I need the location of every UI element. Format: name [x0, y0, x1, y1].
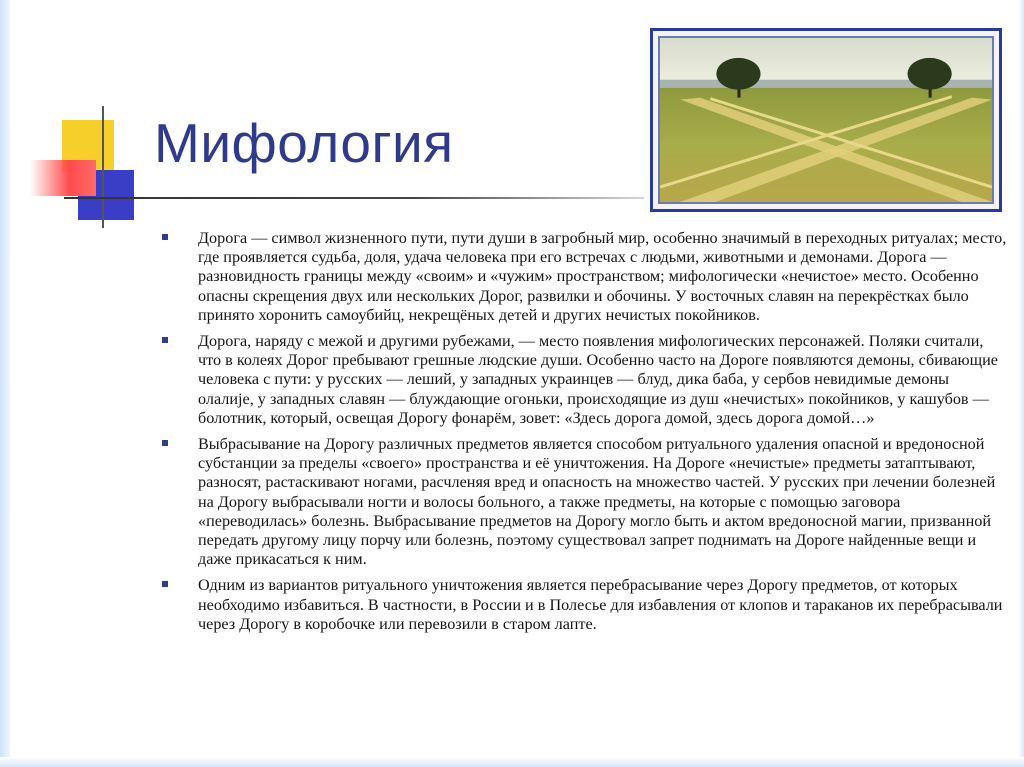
- list-item: [158, 229, 1008, 325]
- crossroads-image: [650, 28, 1002, 212]
- bullet-text: Одним из вариантов ритуального уничтожения является перебрасывание через Дорогу предметов, от которых необходимо избавиться. В частности, в России и в Полесье для избавления от клопов и тараканов их перебрасывали через Дорогу в коробочке или перевозили в старом лапте.: [198, 576, 1003, 633]
- bullet-icon: [162, 337, 168, 343]
- bullet-icon: [162, 440, 168, 446]
- bullet-text: Дорога — символ жизненного пути, пути души в загробный мир, особенно значимый в переходных ритуалах; место, где проявляется судьба, доля, удача человека при его встречах с людьми, животными и демонами. Дорога — разновидность границы между «своим» и «чужим» пространством; мифологически «нечистое» место. Особенно опасны скрещения двух или нескольких Дорог, развилки и обочины. У восточных славян на перекрёстках было принято хоронить самоубийц, некрещёных детей и других нечистых покойников.: [198, 229, 1007, 324]
- list-item: [158, 576, 1008, 634]
- crossroads-image-frame: [658, 36, 994, 204]
- crossroads-image-svg: [660, 38, 992, 202]
- title-underline: [64, 197, 644, 199]
- bottom-edge-strip: [0, 757, 1024, 767]
- right-edge-strip: [1018, 0, 1024, 767]
- decor-red-bar: [30, 160, 96, 196]
- list-item: [158, 435, 1008, 569]
- left-edge-strip: [0, 0, 10, 767]
- slide-title: Мифология: [154, 112, 454, 174]
- bullet-text: Дорога, наряду с межой и другими рубежами, — место появления мифологических персонажей. Поляки считали, что в колеях Дорог пребывают грешные людские души. Особенно часто на Дороге появляются демоны, сбивающие человека с пути: у русских — леший, у западных украинцев — блуд, дика баба, у сербов невидимые демоны олалије, у западных славян — блуждающие огоньки, происходящие из душ «нечистых» покойников, у кашубов — болотник, который, освещая Дорогу фонарём, зовет: «Здесь дорога домой, здесь дорога домой…»: [198, 332, 998, 427]
- bullet-icon: [162, 234, 168, 240]
- decor-vertical-line: [102, 106, 104, 228]
- bullet-icon: [162, 581, 168, 587]
- list-item: [158, 332, 1008, 428]
- bullet-list: [158, 229, 1008, 641]
- bullet-text: Выбрасывание на Дорогу различных предметов является способом ритуального удаления опасной и вредоносной субстанции за пределы «своего» пространства и её уничтожения. На Дороге «нечистые» предметы затаптывают, разносят, растаскивают ногами, расчленяя вред и опасность на множество частей. У русских при лечении болезней на Дорогу выбрасывали ногти и волосы больного, а также предметы, на которые с помощью заговора «переводилась» болезнь. Выбрасывание предметов на Дорогу могло быть и актом вредоносной магии, призванной передать другому лицу порчу или болезнь, поэтому существовал запрет поднимать на Дороге найденные вещи и даже прикасаться к ним.: [198, 435, 996, 569]
